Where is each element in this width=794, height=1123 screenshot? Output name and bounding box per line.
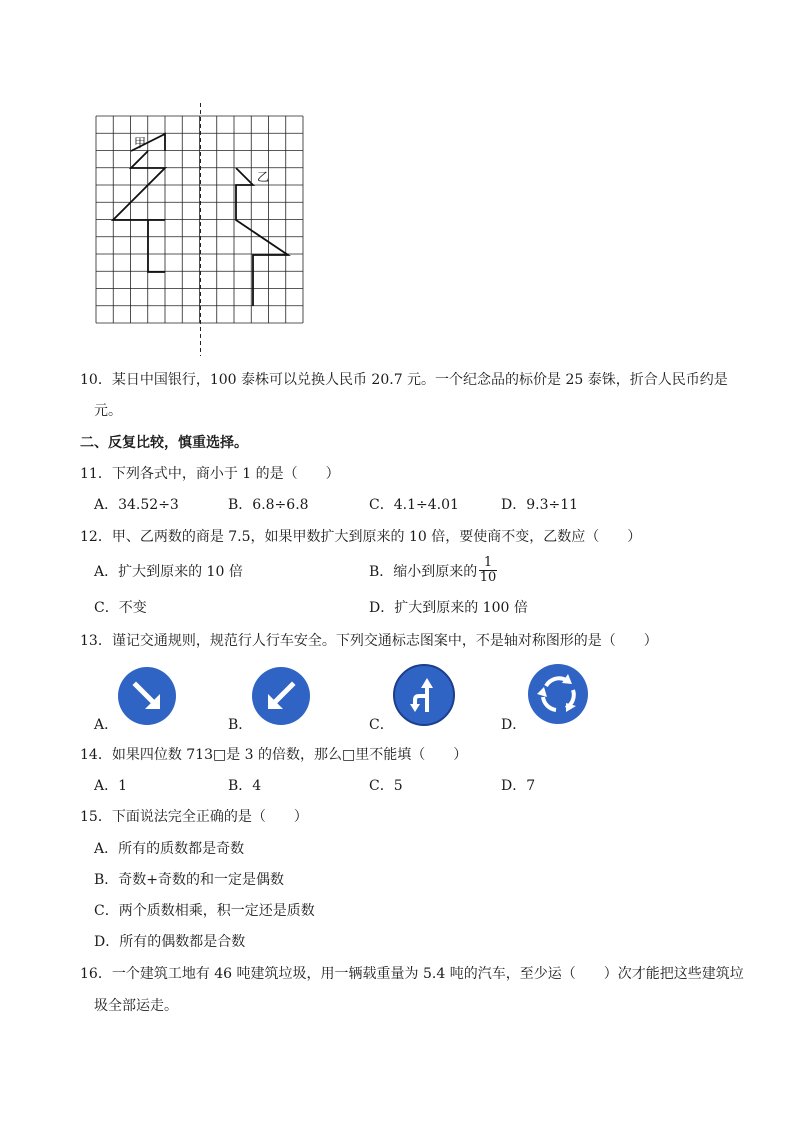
q15-option-b[interactable]: B．奇数+奇数的和一定是偶数 xyxy=(94,872,285,888)
roundabout-sign-icon[interactable] xyxy=(528,664,588,724)
q15-option-c[interactable]: C．两个质数相乘，积一定还是质数 xyxy=(94,903,315,919)
fraction-numerator: 1 xyxy=(483,555,493,570)
q10-line1: 10．某日中国银行，100 泰株可以兑换人民币 20.7 元。一个纪念品的标价是 25 泰铢，折合人民币约是 xyxy=(80,372,728,388)
q16-line1: 16．一个建筑工地有 46 吨建筑垃圾，用一辆载重量为 5.4 吨的汽车，至少运（ ）次才能把这些建筑垃 xyxy=(80,966,744,982)
q12-option-a[interactable]: A．扩大到原来的 10 倍 xyxy=(94,564,243,580)
q14-option-a[interactable]: A．1 xyxy=(94,778,128,794)
q12-fraction xyxy=(479,556,497,585)
q11-stem: 11．下列各式中，商小于 1 的是（ ） xyxy=(80,466,340,482)
section2-title: 二、反复比较，慎重选择。 xyxy=(80,435,248,451)
q14-option-c[interactable]: C．5 xyxy=(369,778,403,794)
q13-stem: 13．谨记交通规则，规范行人行车安全。下列交通标志图案中，不是轴对称图形的是（ ） xyxy=(80,633,658,649)
q14-stem: 14．如果四位数 713□是 3 的倍数，那么□里不能填（ ） xyxy=(80,747,468,763)
label-jia: 甲 xyxy=(134,136,147,150)
q13-option-c[interactable]: C． xyxy=(369,717,394,733)
q12-option-d[interactable]: D．扩大到原来的 100 倍 xyxy=(369,600,528,616)
shape-jia xyxy=(113,134,165,272)
q15-option-d[interactable]: D．所有的偶数都是合数 xyxy=(94,934,246,950)
q11-option-b[interactable]: B．6.8÷6.8 xyxy=(228,497,309,513)
q16-line2: 圾全部运走。 xyxy=(94,998,178,1014)
q15-option-a[interactable]: A．所有的质数都是奇数 xyxy=(94,841,245,857)
q11-option-d[interactable]: D．9.3÷11 xyxy=(501,497,579,513)
q11-option-c[interactable]: C．4.1÷4.01 xyxy=(369,497,459,513)
q13-option-b[interactable]: B． xyxy=(228,717,253,733)
q12-stem: 12．甲、乙两数的商是 7.5，如果甲数扩大到原来的 10 倍，要使商不变，乙数应（ ） xyxy=(80,529,642,545)
q13-option-d[interactable]: D． xyxy=(501,717,527,733)
q12-option-b[interactable]: B．缩小到原来的 xyxy=(369,564,478,580)
q15-stem: 15．下面说法完全正确的是（ ） xyxy=(80,809,308,825)
q12-option-c[interactable]: C．不变 xyxy=(94,600,147,616)
q13-option-a[interactable]: A． xyxy=(94,717,119,733)
fraction-denominator: 10 xyxy=(479,570,497,585)
q11-option-a[interactable]: A．34.52÷3 xyxy=(94,497,179,513)
q10-line2: 元。 xyxy=(94,403,122,419)
q14-option-b[interactable]: B．4 xyxy=(228,778,262,794)
arrow-down-left-sign-icon[interactable] xyxy=(252,667,310,725)
straight-or-left-turn-sign-icon[interactable] xyxy=(393,664,455,726)
grid-figure xyxy=(0,0,794,370)
label-yi: 乙 xyxy=(257,170,270,184)
q14-option-d[interactable]: D．7 xyxy=(501,778,536,794)
arrow-down-right-sign-icon[interactable] xyxy=(118,667,176,725)
